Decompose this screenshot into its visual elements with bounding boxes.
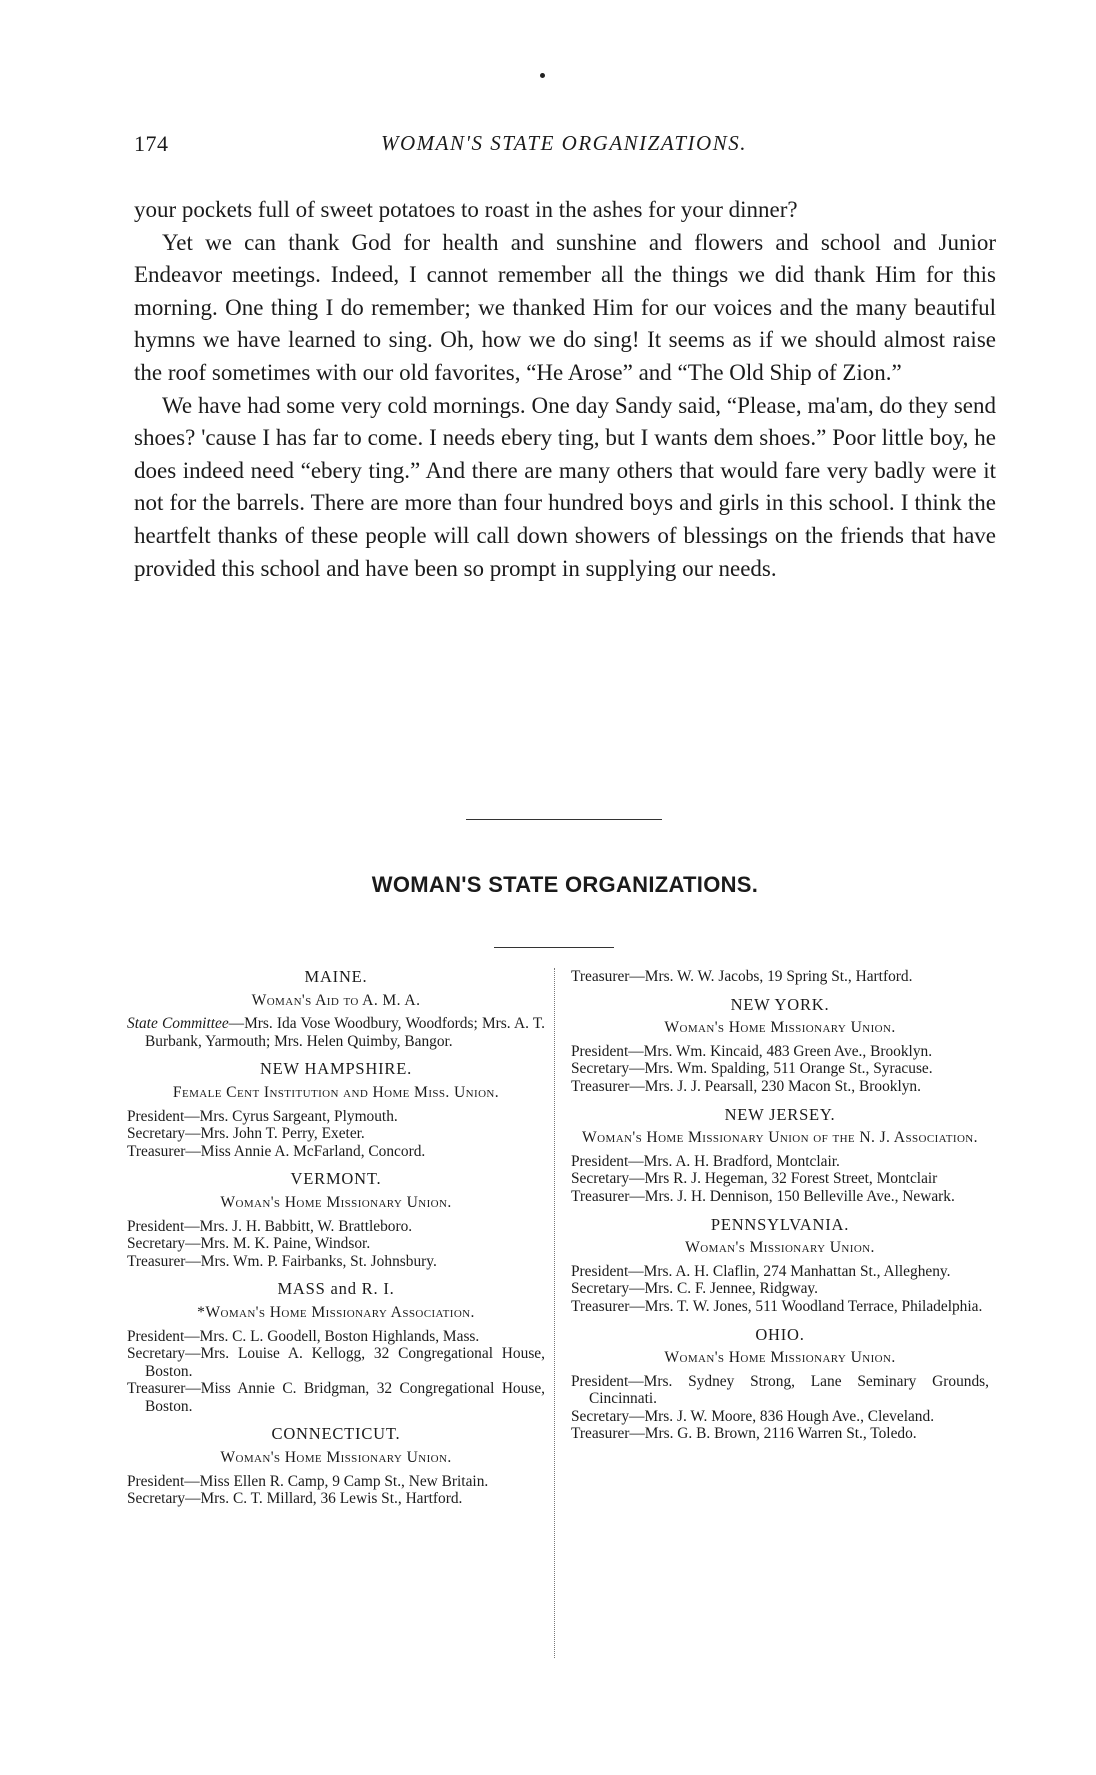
officer-entry: President—Mrs. A. H. Claflin, 274 Manhattan St., Allegheny. bbox=[571, 1262, 951, 1280]
organization-name: Woman's Home Missionary Union. bbox=[220, 1449, 452, 1467]
officer-entry: Secretary—Mrs. J. W. Moore, 836 Hough Ave., Cleveland. bbox=[571, 1407, 935, 1425]
organization-name: Female Cent Institution and Home Miss. Union. bbox=[172, 1083, 500, 1101]
organization-name: Woman's Missionary Union. bbox=[685, 1239, 875, 1257]
section-title: WOMAN'S STATE ORGANIZATIONS. bbox=[371, 872, 759, 897]
officer-entry: Secretary—Mrs. C. F. Jennee, Ridgway. bbox=[571, 1280, 818, 1298]
state-heading: OHIO. bbox=[755, 1324, 805, 1344]
state-heading: PENNSYLVANIA. bbox=[710, 1214, 850, 1234]
state-heading: NEW JERSEY. bbox=[724, 1104, 836, 1124]
state-heading: MAINE. bbox=[304, 967, 368, 986]
officer-entry: President—Mrs. J. H. Babbitt, W. Brattleboro. bbox=[127, 1217, 413, 1235]
officer-entry bbox=[127, 1015, 545, 1050]
officer-entry: Treasurer—Miss Annie C. Bridgman, 32 Congregational House, Boston. bbox=[127, 1380, 545, 1415]
organization-name: Woman's Aid to A. M. A. bbox=[251, 991, 421, 1009]
officer-entry: President—Mrs. Sydney Strong, Lane Seminary Grounds, Cincinnati. bbox=[571, 1372, 989, 1408]
section-divider bbox=[494, 947, 614, 948]
officer-entry: President—Mrs. C. L. Goodell, Boston Highlands, Mass. bbox=[127, 1327, 480, 1345]
organization-name: Woman's Home Missionary Union. bbox=[664, 1019, 896, 1037]
column-divider bbox=[554, 968, 555, 1658]
committee-text: —Mrs. Ida Vose Woodbury, Woodfords; Mrs. A. T. Burbank, Yarmouth; Mrs. Helen Quimby, Bangor. bbox=[145, 1015, 545, 1050]
right-column bbox=[571, 968, 989, 1443]
printer-mark bbox=[540, 73, 545, 78]
section-divider bbox=[466, 819, 662, 820]
officer-entry: President—Mrs. A. H. Bradford, Montclair. bbox=[571, 1152, 840, 1170]
officer-entry: Treasurer—Mrs. Wm. P. Fairbanks, St. Johnsbury. bbox=[127, 1252, 437, 1270]
running-head bbox=[134, 131, 994, 161]
paragraph: Yet we can thank God for health and sunshine and flowers and school and Junior Endeavor meetings. Indeed, I cannot remember all the things we did thank Him for this morning. One thing I do remember; we thanked Him for our voices and the many beautiful hymns we have learned to sing. Oh, how we do sing! It seems as if we should almost raise the roof sometimes with our old favorites, “He Arose” and “The Old Ship of Zion.” bbox=[134, 229, 996, 385]
state-heading: VERMONT. bbox=[290, 1169, 382, 1189]
left-column bbox=[127, 968, 545, 1508]
state-heading: CONNECTICUT. bbox=[271, 1424, 401, 1444]
officer-entry: Secretary—Mrs. Louise A. Kellogg, 32 Congregational House, Boston. bbox=[127, 1345, 545, 1380]
officer-entry: Secretary—Mrs. Wm. Spalding, 511 Orange St., Syracuse. bbox=[571, 1060, 933, 1078]
officer-entry: Secretary—Mrs. John T. Perry, Exeter. bbox=[127, 1125, 365, 1143]
officer-entry: Treasurer—Mrs. J. H. Dennison, 150 Belleville Ave., Newark. bbox=[571, 1187, 955, 1205]
officer-entry: Secretary—Mrs R. J. Hegeman, 32 Forest Street, Montclair bbox=[571, 1170, 938, 1188]
officer-entry: President—Miss Ellen R. Camp, 9 Camp St., New Britain. bbox=[127, 1472, 489, 1490]
officer-entry: Treasurer—Mrs. T. W. Jones, 511 Woodland Terrace, Philadelphia. bbox=[571, 1297, 983, 1315]
running-title: WOMAN'S STATE ORGANIZATIONS. bbox=[381, 131, 747, 155]
state-heading: NEW YORK. bbox=[730, 994, 830, 1014]
officer-entry: Treasurer—Mrs. G. B. Brown, 2116 Warren St., Toledo. bbox=[571, 1425, 917, 1443]
officer-entry: Secretary—Mrs. M. K. Paine, Windsor. bbox=[127, 1235, 371, 1253]
state-heading: NEW HAMPSHIRE. bbox=[259, 1059, 413, 1079]
officer-entry: Secretary—Mrs. C. T. Millard, 36 Lewis St., Hartford. bbox=[127, 1490, 463, 1508]
officer-entry: Treasurer—Mrs. W. W. Jacobs, 19 Spring St., Hartford. bbox=[571, 968, 913, 985]
organization-name: Woman's Home Missionary Union. bbox=[664, 1349, 896, 1367]
paragraph: We have had some very cold mornings. One day Sandy said, “Please, ma'am, do they send shoes? 'cause I has far to come. I needs ebery ting, but I wants dem shoes.” Poor little boy, he does indeed need “ebery ting.” And there are many others that would fare very badly were it not for the barrels. There are more than four hundred boys and girls in this school. I think the heartfelt thanks of these people will call down showers of blessings on the friends that have provided this school and have been so prompt in supplying our needs. bbox=[134, 392, 996, 581]
committee-label: State Committee bbox=[127, 1015, 229, 1033]
officer-entry: Treasurer—Miss Annie A. McFarland, Concord. bbox=[127, 1142, 426, 1160]
paragraph: your pockets full of sweet potatoes to roast in the ashes for your dinner? bbox=[134, 197, 798, 222]
page-number: 174 bbox=[134, 131, 169, 156]
state-heading: MASS and R. I. bbox=[277, 1279, 395, 1299]
officer-entry: President—Mrs. Wm. Kincaid, 483 Green Ave., Brooklyn. bbox=[571, 1042, 933, 1060]
organization-name: Woman's Home Missionary Union. bbox=[220, 1193, 452, 1211]
organization-name: Woman's Home Missionary Union of the N. J. Association. bbox=[582, 1129, 978, 1147]
officer-entry: President—Mrs. Cyrus Sargeant, Plymouth. bbox=[127, 1107, 398, 1125]
body-text bbox=[134, 194, 996, 585]
officer-entry: Treasurer—Mrs. J. J. Pearsall, 230 Macon St., Brooklyn. bbox=[571, 1077, 921, 1095]
organization-name: *Woman's Home Missionary Association. bbox=[197, 1303, 475, 1321]
